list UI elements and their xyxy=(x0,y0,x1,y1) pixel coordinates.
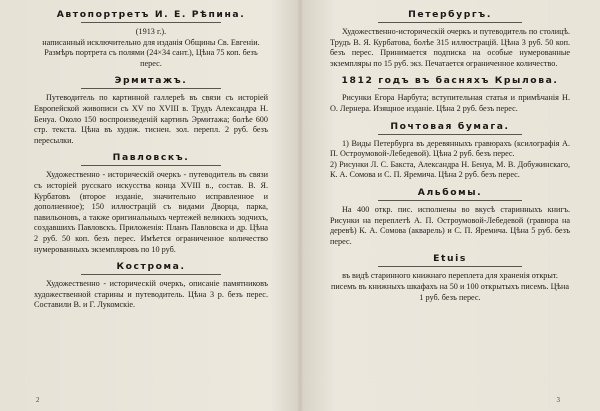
section-heading: Etuis xyxy=(433,253,467,265)
heading-rule xyxy=(378,134,522,135)
page-number: 3 xyxy=(556,396,560,404)
section-etuis xyxy=(330,253,570,303)
section-kostroma xyxy=(34,261,268,311)
section-body: Художественно - историческій очеркъ - путеводитель въ связи съ исторіей русскаго искусства конца XVIII в., состав. В. Я. Курбатовъ (второе изданіе, значительно исправленное и дополненное); 150 иллюстрацій съ видами Дворца, парка, павильоновъ, а также оригинальныхъ чертежей великихъ зодчихъ, создавшихъ Павловскъ. Приложенія: Планъ Павловска и др. Цѣна 2 руб. 50 коп. безъ перес. Имѣется ограниченное количество нумерованныхъ экземпляровъ по 10 руб. xyxy=(34,170,268,254)
heading-rule xyxy=(81,165,221,166)
section-heading: Кострома. xyxy=(116,261,186,273)
section-body: въ видѣ старинного книжнаго переплета для храненія открыт. писемъ въ книжныхъ шкафахъ на 50 и 100 открытыхъ писемъ. Цѣна 1 руб. безъ перес. xyxy=(330,271,569,302)
section-body: 1) Виды Петербурга въ деревянныхъ гравюрахъ (ксилографія А. П. Остроумовой-Лебедевой). Цѣна 2 руб. безъ перес. 2) Рисунки Л. С. Бакста, Александра Н. Бенуа, М. В. Добужинскаго, К. А. Сомова и С. П. Яремича. Цѣна 2 руб. безъ перес. xyxy=(330,138,570,180)
right-column xyxy=(330,9,570,309)
section-petersburg xyxy=(330,9,570,69)
page-number: 2 xyxy=(36,396,40,404)
section-1812-krylov xyxy=(330,75,570,114)
section-heading: Петербургъ. xyxy=(408,9,492,20)
heading-rule xyxy=(81,88,221,89)
heading-rule xyxy=(81,274,221,275)
section-body: (1913 г.). написанный исключительно для изданія Общины Св. Евгеніи. Размѣръ портрета съ полями (24×34 сант.), Цѣна 75 коп. безъ перес. xyxy=(42,27,260,68)
section-hermitage xyxy=(34,75,268,146)
section-body: Рисунки Егора Нарбута; вступительная статья и примѣчанія Н. О. Лернера. Изящное изданіе. Цѣна 2 руб. безъ перес. xyxy=(330,93,570,113)
section-body: Художественно-историческій очеркъ и путеводитель по столицѣ. Трудъ В. Я. Курбатова, болѣе 315 иллюстрацій. Цѣна 3 руб. 50 коп. безъ перес. Принимается подписка на особые нумерованные экземпляры по 15 руб. экз. Печатается ограниченное количество. xyxy=(330,27,570,68)
section-body: Путеводитель по картинной галлереѣ въ связи съ исторіей Европейской живописи съ XV по XVIII в. Трудъ Александра Н. Бенуа. Около 150 воспроизведеній картинъ Эрмитажа; болѣе 600 стр. текста. Цѣна въ худож. тиснен. зол. перепл. 2 руб. безъ пересылки. xyxy=(34,93,268,145)
heading-rule xyxy=(378,200,522,201)
section-heading: Эрмитажъ. xyxy=(114,75,188,87)
section-body: На 400 откр. пис. исполнены во вкусѣ старинныхъ книгъ. Рисунки на переплетѣ А. П. Остроумовой-Лебедевой (гравюра на деревѣ) К. А. Сомова (акварель) и С. П. Яремича. Цѣна 5 руб. безъ перес. xyxy=(330,204,570,246)
heading-rule xyxy=(81,22,221,23)
section-albums xyxy=(330,187,570,247)
section-heading: Павловскъ. xyxy=(112,152,190,164)
heading-rule xyxy=(378,22,522,23)
section-postal-paper xyxy=(330,121,570,181)
section-pavlovsk xyxy=(34,152,268,255)
section-heading: 1812 годъ въ басняхъ Крылова. xyxy=(341,75,559,87)
section-repin-portrait xyxy=(34,9,268,69)
left-column xyxy=(34,9,268,317)
heading-rule xyxy=(378,88,522,89)
section-heading: Почтовая бумага. xyxy=(390,120,510,132)
heading-rule xyxy=(378,266,522,267)
section-heading: Автопортретъ И. Е. Рѣпина. xyxy=(56,9,246,20)
section-heading: Альбомы. xyxy=(417,186,483,198)
section-body: Художественно - историческій очеркъ, описаніе памятниковъ художественной старины и путеводитель. Цѣна 3 р. безъ перес. Составили В. и Г. Лукомскіе. xyxy=(34,279,268,310)
right-page xyxy=(300,0,600,411)
